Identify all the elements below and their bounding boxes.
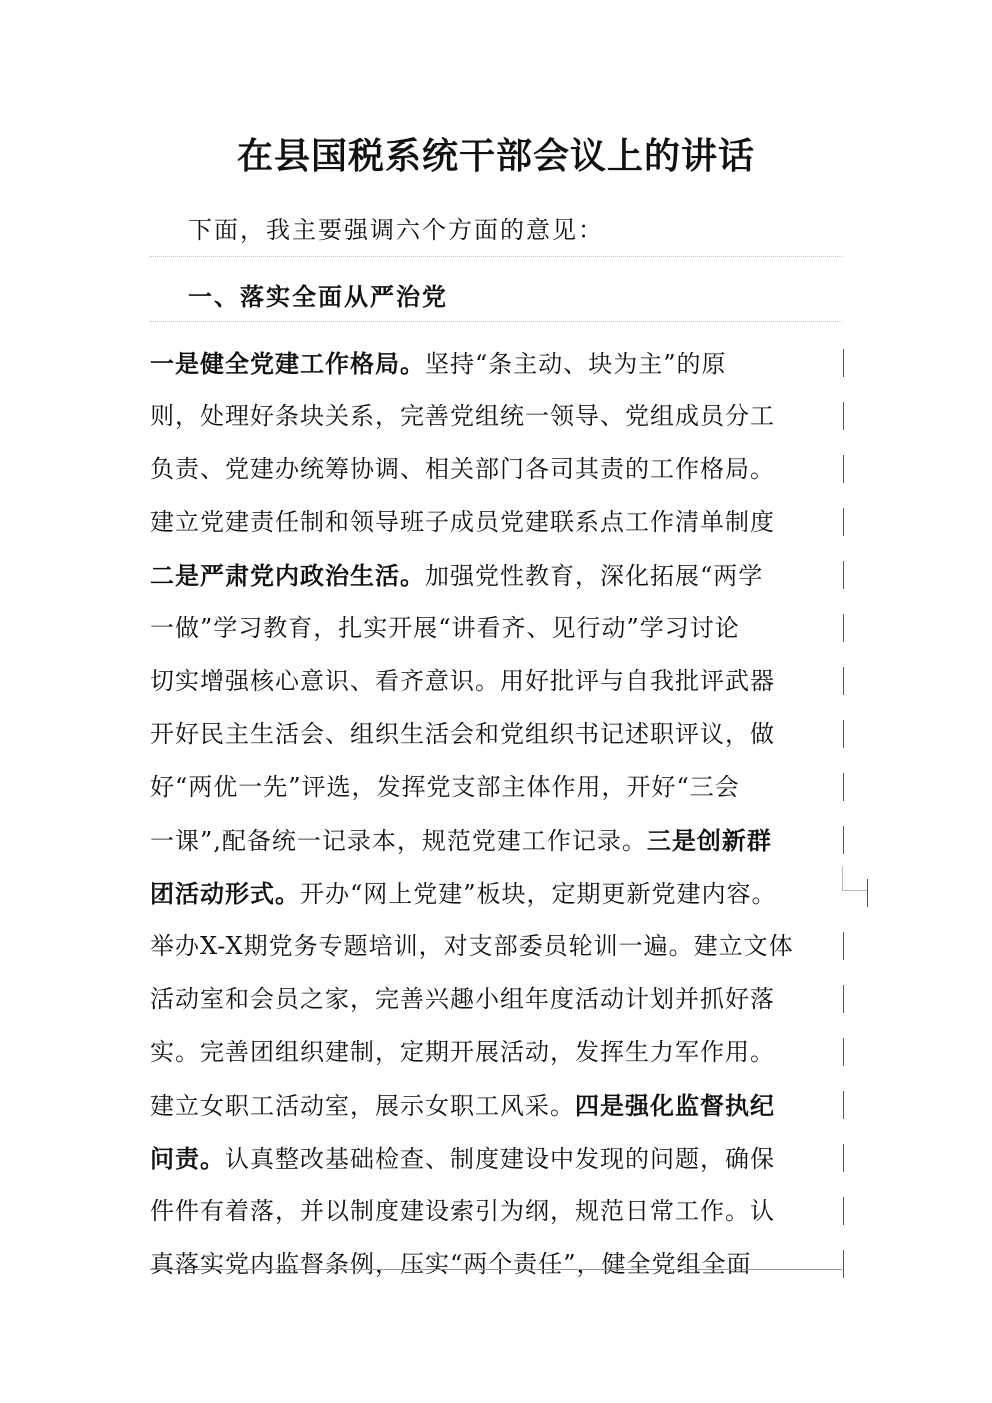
body-line: 件件有着落，并以制度建设索引为纲，规范日常工作。认 — [150, 1185, 842, 1238]
body-line: 则，处理好条块关系，完善党组统一领导、党组成员分工 — [150, 390, 842, 443]
body-line: 一做”学习教育，扎实开展“讲看齐、见行动”学习讨论 — [150, 602, 842, 655]
body-line: 好“两优一先”评选，发挥党支部主体作用，开好“三会 — [150, 761, 842, 814]
body-line: 建立党建责任制和领导班子成员党建联系点工作清单制度 — [150, 496, 842, 549]
section-heading: 一、落实全面从严治党 — [188, 282, 448, 311]
body-line: 二是严肃党内政治生活。加强党性教育，深化拓展“两学 — [150, 549, 842, 602]
body-line: 负责、党建办统筹协调、相关部门各司其责的工作格局。 — [150, 443, 842, 496]
document-title: 在县国税系统干部会议上的讲话 — [236, 135, 755, 177]
paragraph-mark — [842, 866, 867, 891]
body-line: 一是健全党建工作格局。坚持“条主动、块为主”的原 — [150, 337, 842, 390]
body-line: 活动室和会员之家，完善兴趣小组年度活动计划并抓好落 — [150, 973, 842, 1026]
body-line: 建立女职工活动室，展示女职工风采。四是强化监督执纪 — [150, 1079, 842, 1132]
body-line: 问责。认真整改基础检查、制度建设中发现的问题，确保 — [150, 1132, 842, 1185]
body-line: 切实增强核心意识、看齐意识。用好批评与自我批评武器 — [150, 655, 842, 708]
body-line: 举办X-X期党务专题培训，对支部委员轮训一遍。建立文体 — [150, 920, 842, 973]
dotted-divider — [150, 256, 842, 257]
body-line: 实。完善团组织建制，定期开展活动，发挥生力军作用。 — [150, 1026, 842, 1079]
body-paragraph — [150, 337, 842, 1291]
body-line: 一课”,配备统一记录本，规范党建工作记录。三是创新群 — [150, 814, 842, 867]
body-line: 真落实党内监督条例，压实“两个责任”，健全党组全面 — [150, 1238, 842, 1291]
body-line: 开好民主生活会、组织生活会和党组织书记述职评议，做 — [150, 708, 842, 761]
dotted-divider — [150, 321, 842, 322]
page-bottom-rule — [150, 1269, 842, 1270]
body-line: 团活动形式。开办“网上党建”板块，定期更新党建内容。 — [150, 867, 842, 920]
intro-paragraph: 下面，我主要强调六个方面的意见： — [188, 216, 604, 244]
